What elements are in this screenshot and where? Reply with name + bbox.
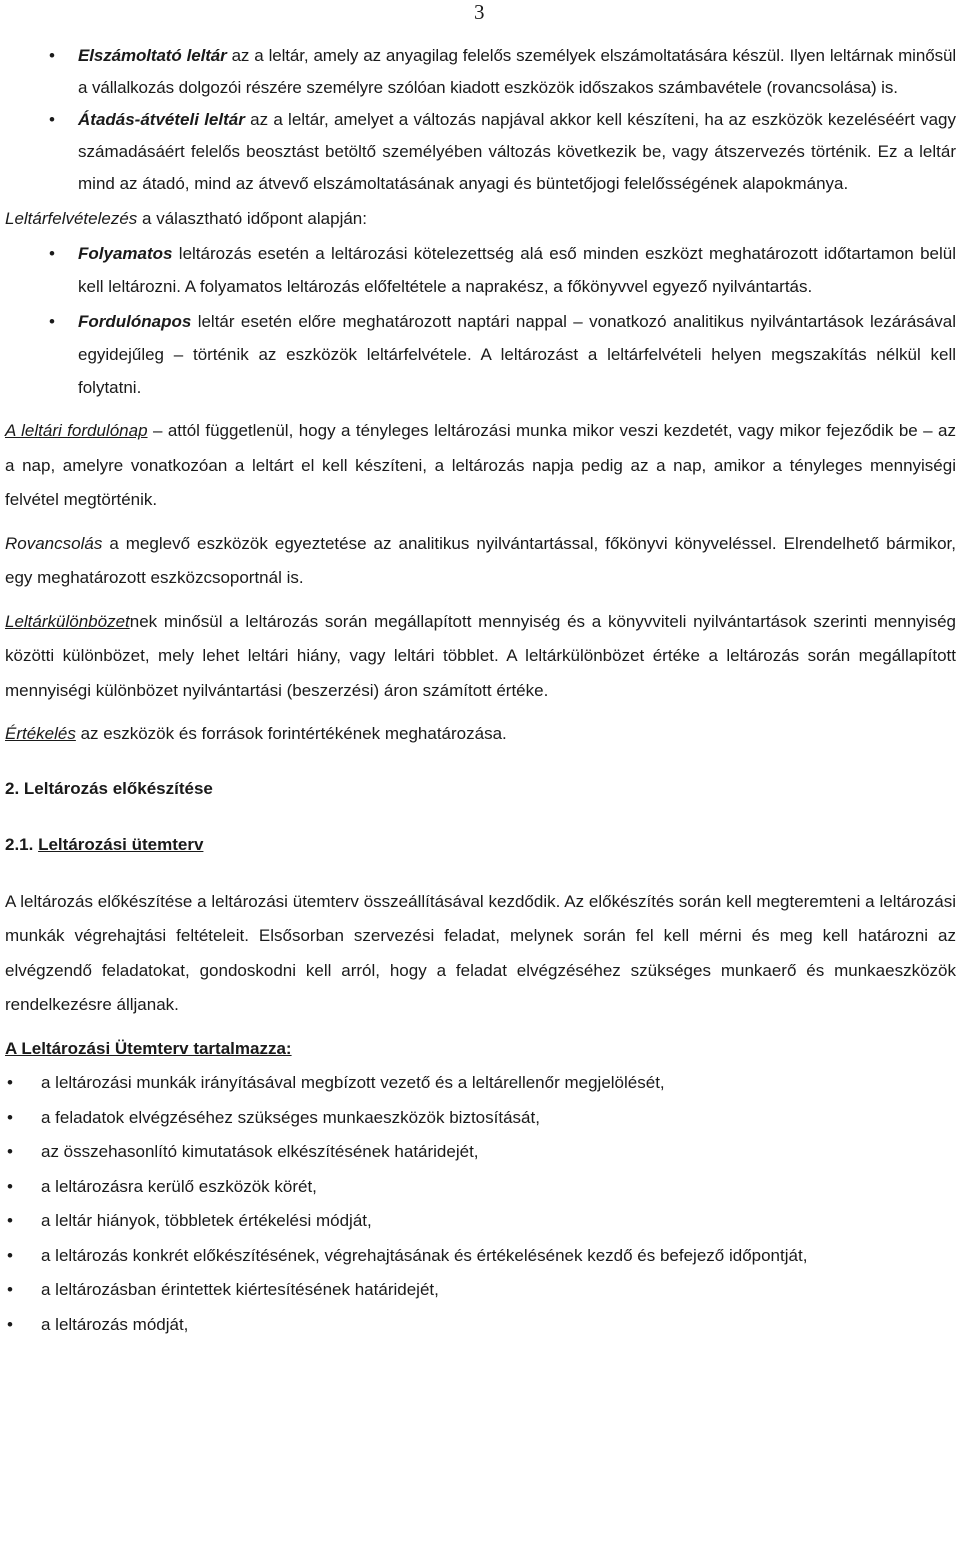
subsection-title: Leltározási ütemterv	[38, 835, 204, 854]
list-item: • a leltár hiányok, többletek értékelési módját,	[5, 1204, 956, 1239]
term: A leltári fordulónap	[5, 421, 148, 440]
list-item	[5, 237, 956, 303]
list-item	[5, 40, 956, 104]
term: Elszámoltató leltár	[78, 46, 227, 65]
list-item: • a leltározás módját,	[5, 1308, 956, 1343]
term: Folyamatos	[78, 244, 173, 263]
list-item	[5, 104, 956, 200]
definition-text: az a leltár, amely az anyagilag felelős személyek elszámoltatására készül. Ilyen leltárnak minősül a vállalkozás dolgozói részére személyre szólóan kiadott eszközök időszakos számbavétele (rovancsolása) is.	[78, 46, 957, 97]
definition-text: az a leltár, amelyet a változás napjával akkor kell készíteni, ha az eszközök kezeléséért vagy számadásáért felelős beosztást betöltő személyében változás következik be, vagy átszervezés történik. Ez a leltár mind az átadó, mind az átvevő elszámoltatásának anyagi és büntetőjogi felelősségének alapokmánya.	[78, 110, 956, 193]
list-item: • a leltározásban érintettek kiértesítésének határidejét,	[5, 1273, 956, 1308]
fordulonap-paragraph	[5, 414, 956, 518]
list-item: • a feladatok elvégzéséhez szükséges munkaeszközök biztosítását,	[5, 1101, 956, 1136]
subsection-heading	[5, 828, 956, 863]
term: Leltárkülönbözet	[5, 611, 130, 631]
paragraph-text: a meglevő eszközök egyeztetése az analitikus nyilvántartással, főkönyvi könyveléssel. Elrendelhető bármikor, egy meghatározott eszközcsoportnál is.	[5, 533, 956, 587]
subsection-number: 2.1.	[5, 835, 39, 854]
definition-text: leltározás esetén a leltározási kötelezettség alá eső minden eszközt meghatározott időtartamon belül kell leltározni. A folyamatos leltározás előfeltétele a naprakész, a főkönyvvel egyező nyilvántartás.	[78, 244, 956, 296]
contents-heading	[5, 1032, 956, 1067]
contents-list	[5, 1066, 956, 1342]
utemterv-paragraph: A leltározás előkészítése a leltározási ütemterv összeállításával kezdődik. Az előkészítés során kell megteremteni a leltározási munkák végrehajtási feltételeit. Elsősorban szervezési feladat, melynek során fel kell mérni és meg kell határozni az elvégzendő feladatokat, gondoskodni kell arról, hogy a feladat elvégzéséhez szükséges munkaerő és munkaeszközök rendelkezésre álljanak.	[5, 891, 956, 1014]
term: Fordulónapos	[78, 312, 192, 331]
document-body	[5, 40, 956, 1342]
leltarkulonbozet-paragraph	[5, 605, 956, 709]
list-item: • a leltározás konkrét előkészítésének, végrehajtásának és értékelésének kezdő és befejező időpontját,	[5, 1239, 956, 1274]
definition-text: leltár esetén előre meghatározott naptári nappal – vonatkozó analitikus nyilvántartások lezárásával egyidejűleg – történik az eszközök leltárfelvétele. A leltározást a leltárfelvételi helyen megszakítás nélkül kell folytatni.	[78, 312, 956, 397]
paragraph-text: az eszközök és források forintértékének meghatározása.	[75, 724, 507, 743]
list-item: • a leltározásra kerülő eszközök körét,	[5, 1170, 956, 1205]
list-item: • az összehasonlító kimutatások elkészítésének határidejét,	[5, 1135, 956, 1170]
leltarfelvetel-bullet-list	[5, 237, 956, 404]
rovancsolas-paragraph	[5, 527, 956, 596]
leltarfelvetel-intro	[5, 202, 956, 235]
intro-bullet-list	[5, 40, 956, 200]
term: Átadás-átvételi leltár	[78, 110, 245, 129]
paragraph-text: a választható időpont alapján:	[137, 209, 367, 228]
term: Értékelés	[5, 724, 76, 743]
term: Leltárfelvételezés	[5, 209, 138, 228]
paragraph-text: – attól függetlenül, hogy a tényleges leltározási munka mikor veszi kezdetét, vagy mikor fejeződik be – az a nap, amelyre vonatkozóan a leltárt el kell készíteni, a leltározás napja pedig az a nap, amikor a tényleges mennyiségi felvétel megtörténik.	[5, 421, 956, 509]
ertekeles-paragraph	[5, 717, 956, 752]
term: Rovancsolás	[5, 533, 103, 553]
section-heading: 2. Leltározás előkészítése	[5, 778, 213, 798]
contents-heading-text: A Leltározási Ütemterv tartalmazza:	[5, 1038, 292, 1058]
paragraph-text: nek minősül a leltározás során megállapított mennyiség és a könyvviteli nyilvántartások szerinti mennyiség közötti különbözet, mely lehet leltári hiány, vagy leltári többlet. A leltárkülönbözet értéke a leltározás során megállapított mennyiségi különbözet nyilvántartási (beszerzési) áron számított értéke.	[5, 611, 956, 700]
page-number: 3	[474, 0, 485, 24]
list-item	[5, 305, 956, 404]
list-item: • a leltározási munkák irányításával megbízott vezető és a leltárellenőr megjelölését,	[5, 1066, 956, 1101]
